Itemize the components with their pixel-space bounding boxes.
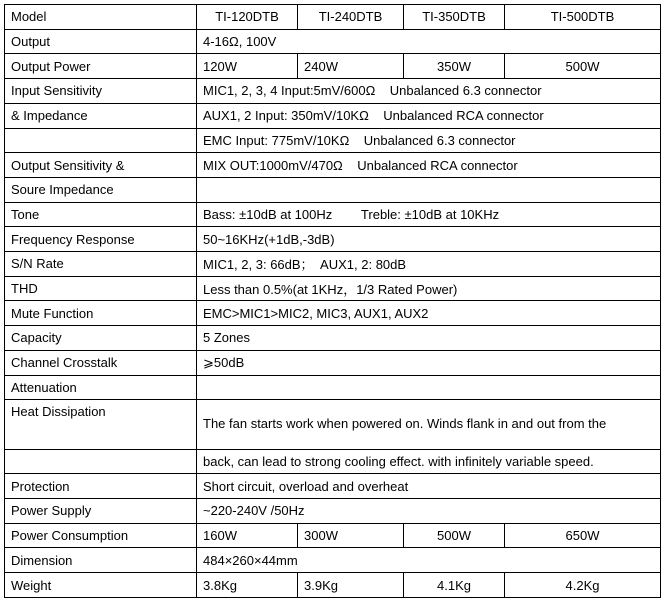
tone-label: Tone bbox=[5, 202, 197, 227]
power-supply-label: Power Supply bbox=[5, 499, 197, 524]
protection-label: Protection bbox=[5, 474, 197, 499]
sn-rate-value: MIC1, 2, 3: 66dB； AUX1, 2: 80dB bbox=[197, 252, 661, 277]
input-mic-value: MIC1, 2, 3, 4 Input:5mV/600Ω Unbalanced 6.3 connector bbox=[197, 79, 661, 104]
capacity-label: Capacity bbox=[5, 326, 197, 351]
heat-dissipation-line-2: back, can lead to strong cooling effect. with infinitely variable speed. bbox=[197, 449, 661, 474]
power-consumption-label: Power Consumption bbox=[5, 523, 197, 548]
row-tone bbox=[5, 202, 661, 227]
weight-value: 4.1Kg bbox=[404, 573, 505, 598]
row-capacity bbox=[5, 326, 661, 351]
row-model bbox=[5, 5, 661, 30]
heat-dissipation-line-1: The fan starts work when powered on. Winds flank in and out from the bbox=[197, 400, 661, 449]
channel-crosstalk-label: Channel Crosstalk bbox=[5, 350, 197, 375]
power-consumption-value: 300W bbox=[298, 523, 404, 548]
row-input-sensitivity-mic bbox=[5, 79, 661, 104]
attenuation-label: Attenuation bbox=[5, 375, 197, 400]
input-emc-value: EMC Input: 775mV/10KΩ Unbalanced 6.3 connector bbox=[197, 128, 661, 153]
row-input-sensitivity-aux bbox=[5, 103, 661, 128]
row-sn-rate bbox=[5, 252, 661, 277]
power-supply-value: ~220-240V /50Hz bbox=[197, 499, 661, 524]
row-weight bbox=[5, 573, 661, 598]
row-output bbox=[5, 29, 661, 54]
row-dimension bbox=[5, 548, 661, 573]
mix-out-value: MIX OUT:1000mV/470Ω Unbalanced RCA connector bbox=[197, 153, 661, 178]
channel-crosstalk-value: ⩾50dB bbox=[197, 350, 661, 375]
weight-value: 3.8Kg bbox=[197, 573, 298, 598]
mute-function-label: Mute Function bbox=[5, 301, 197, 326]
sn-rate-label: S/N Rate bbox=[5, 252, 197, 277]
row-heat-dissipation bbox=[5, 400, 661, 449]
row-mute-function bbox=[5, 301, 661, 326]
heat-dissipation-label: Heat Dissipation bbox=[5, 400, 197, 449]
mute-function-value: EMC>MIC1>MIC2, MIC3, AUX1, AUX2 bbox=[197, 301, 661, 326]
row-attenuation bbox=[5, 375, 661, 400]
empty-label bbox=[5, 449, 197, 474]
row-output-sensitivity bbox=[5, 153, 661, 178]
input-aux-value: AUX1, 2 Input: 350mV/10KΩ Unbalanced RCA connector bbox=[197, 103, 661, 128]
row-source-impedance bbox=[5, 177, 661, 202]
empty-value bbox=[197, 177, 661, 202]
model-name: TI-350DTB bbox=[404, 5, 505, 30]
spec-table bbox=[4, 4, 661, 598]
source-impedance-label: Soure Impedance bbox=[5, 177, 197, 202]
row-channel-crosstalk bbox=[5, 350, 661, 375]
thd-value: Less than 0.5%(at 1KHz，1/3 Rated Power) bbox=[197, 276, 661, 301]
output-power-value: 120W bbox=[197, 54, 298, 79]
impedance-label: & Impedance bbox=[5, 103, 197, 128]
output-power-value: 500W bbox=[505, 54, 661, 79]
row-frequency-response bbox=[5, 227, 661, 252]
empty-label bbox=[5, 128, 197, 153]
row-heat-dissipation-cont bbox=[5, 449, 661, 474]
thd-label: THD bbox=[5, 276, 197, 301]
frequency-response-value: 50~16KHz(+1dB,-3dB) bbox=[197, 227, 661, 252]
dimension-label: Dimension bbox=[5, 548, 197, 573]
power-consumption-value: 160W bbox=[197, 523, 298, 548]
weight-value: 3.9Kg bbox=[298, 573, 404, 598]
model-name: TI-120DTB bbox=[197, 5, 298, 30]
model-name: TI-240DTB bbox=[298, 5, 404, 30]
protection-value: Short circuit, overload and overheat bbox=[197, 474, 661, 499]
row-output-power bbox=[5, 54, 661, 79]
capacity-value: 5 Zones bbox=[197, 326, 661, 351]
attenuation-value bbox=[197, 375, 661, 400]
input-sensitivity-label: Input Sensitivity bbox=[5, 79, 197, 104]
output-power-value: 350W bbox=[404, 54, 505, 79]
weight-label: Weight bbox=[5, 573, 197, 598]
output-value: 4-16Ω, 100V bbox=[197, 29, 661, 54]
power-consumption-value: 650W bbox=[505, 523, 661, 548]
output-sensitivity-label: Output Sensitivity & bbox=[5, 153, 197, 178]
row-input-sensitivity-emc bbox=[5, 128, 661, 153]
model-name: TI-500DTB bbox=[505, 5, 661, 30]
tone-value: Bass: ±10dB at 100Hz Treble: ±10dB at 10KHz bbox=[197, 202, 661, 227]
dimension-value: 484×260×44mm bbox=[197, 548, 661, 573]
output-power-label: Output Power bbox=[5, 54, 197, 79]
power-consumption-value: 500W bbox=[404, 523, 505, 548]
frequency-response-label: Frequency Response bbox=[5, 227, 197, 252]
model-label: Model bbox=[5, 5, 197, 30]
output-power-value: 240W bbox=[298, 54, 404, 79]
output-label: Output bbox=[5, 29, 197, 54]
row-thd bbox=[5, 276, 661, 301]
row-power-supply bbox=[5, 499, 661, 524]
row-protection bbox=[5, 474, 661, 499]
row-power-consumption bbox=[5, 523, 661, 548]
weight-value: 4.2Kg bbox=[505, 573, 661, 598]
